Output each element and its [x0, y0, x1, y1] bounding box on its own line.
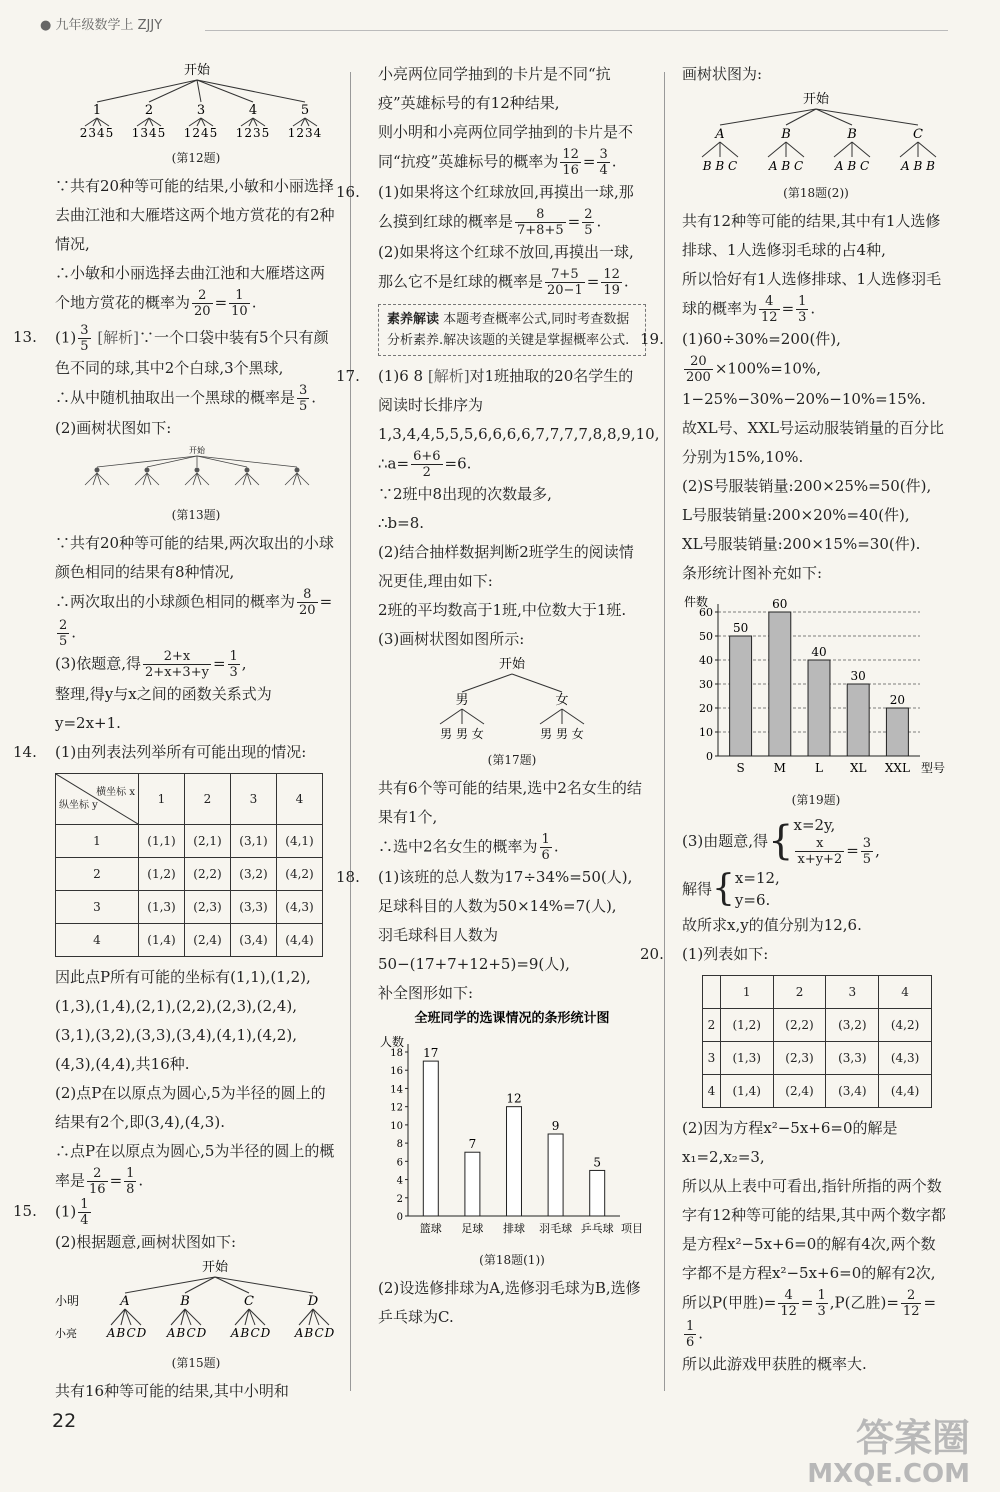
- svg-text:女: 女: [555, 693, 569, 708]
- data-label: 40: [811, 645, 827, 659]
- answer-text: 故所求x,y的值分别为12,6.: [682, 916, 862, 934]
- header-rule: [205, 30, 948, 31]
- coordinate-table: [55, 773, 323, 957]
- tree-node: 4: [248, 103, 258, 118]
- svg-text:B: B: [847, 127, 857, 142]
- tree-node: 1: [92, 103, 102, 118]
- data-label: 9: [551, 1119, 560, 1133]
- svg-text:开始: 开始: [802, 92, 830, 107]
- question-17: 17. (1)6 8 [解析]对1班抽取的20名学生的阅读时长排序为1,3,4,4,5,5,5,6,6,6,6,7,7,7,7,8,8,9,10,: [378, 362, 646, 449]
- column-1: [13, 60, 337, 1406]
- y-tick-label: 10: [699, 726, 713, 739]
- answer-text: 小亮两位同学抽到的卡片是不同“抗疫”英雄标号的有12种结果,: [378, 65, 611, 112]
- answer-text: 共有16种等可能的结果,其中小明和: [55, 1382, 289, 1400]
- svg-text:A B C: A B C: [834, 159, 870, 173]
- x-tick-label: 篮球: [419, 1222, 442, 1235]
- question-19: 19. (1)60÷30%=200(件),: [682, 325, 950, 354]
- svg-text:B: B: [180, 1294, 190, 1309]
- answer-text: 共有6个等可能的结果,选中2名女生的结果有1个,: [378, 779, 642, 826]
- running-header: [40, 14, 162, 33]
- bar: [507, 1107, 522, 1216]
- answer-text: (2)根据题意,画树状图如下:: [55, 1233, 237, 1251]
- question-13: 13. (1) $\frac{3}{5}$ [解析]∵一个口袋中装有5个只有颜色不同的球,其中2个白球,3个黑球,: [13, 323, 329, 377]
- answer-text: 条形统计图补充如下:: [682, 564, 823, 582]
- y-tick-label: 16: [390, 1066, 403, 1078]
- x-tick-label: 乒乓球: [580, 1222, 614, 1235]
- y-tick-label: 10: [390, 1120, 403, 1132]
- y-axis-label: 件数: [684, 595, 709, 609]
- answer-text: 故XL号、XXL号运动服装销量的百分比分别为15%,10%.: [682, 419, 944, 466]
- answer-text: 所以P(甲胜)= $\frac{4}{12}$ = $\frac{1}{3}$ ,P(乙胜)= $\frac{2}{12}$ = $\frac{1}{6}$ .: [682, 1288, 937, 1350]
- tree-diagram-12: [55, 60, 337, 138]
- svg-text:男: 男: [455, 693, 469, 708]
- table-row: 2 (1,2) (2,2) (3,2) (4,2): [703, 1009, 932, 1042]
- question-number: 19.: [640, 330, 664, 348]
- x-axis-label: 项目: [621, 1222, 643, 1235]
- equation-solution: 解得 { x=12, y=6.: [682, 868, 780, 909]
- tree-node: 3: [196, 103, 206, 118]
- tree-leaves: 1245: [183, 126, 219, 138]
- tree-diagram-18: [682, 89, 950, 173]
- answer-text: 足球科目的人数为50×14%=7(人),: [378, 897, 617, 915]
- figure-caption: (第18题(2)): [783, 186, 849, 200]
- x-tick-label: S: [736, 761, 745, 775]
- svg-text:A B C: A B C: [768, 159, 804, 173]
- question-15: 15. (1) $\frac{1}{4}$: [13, 1197, 89, 1228]
- svg-text:ABCD: ABCD: [166, 1326, 208, 1340]
- header-title: 九年级数学上 ZJJY: [55, 18, 163, 33]
- note-title: 素养解读: [387, 312, 440, 327]
- answer-text: $\frac{20}{200}$ ×100%=10%,: [686, 354, 821, 385]
- question-20: 20. (1)列表如下:: [682, 940, 950, 969]
- data-label: 50: [732, 621, 749, 635]
- question-number: 17.: [336, 367, 360, 385]
- tree-leaves: 1235: [235, 126, 271, 138]
- tree-diagram-13: [55, 443, 337, 495]
- column-divider: [350, 72, 351, 1391]
- answer-text: ∵共有20种等可能的结果,小敏和小丽选择去曲江池和大雁塔这两个地方赏花的有2种情况,: [55, 177, 335, 253]
- y-tick-label: 12: [390, 1102, 403, 1114]
- bar: [847, 684, 869, 756]
- answer-text: 所以恰好有1人选修排球、1人选修羽毛球的概率为 $\frac{4}{12}$ = $\frac{1}{3}$ .: [682, 270, 942, 325]
- question-number: 16.: [336, 183, 360, 201]
- table-header: 4: [277, 774, 323, 825]
- y-tick-label: 40: [699, 654, 713, 667]
- bar: [423, 1061, 438, 1216]
- table-row: 1 (1,1) (2,1) (3,1) (4,1): [56, 825, 323, 858]
- question-number: 13.: [13, 328, 37, 346]
- answer-text: 补全图形如下:: [378, 984, 474, 1002]
- data-label: 17: [423, 1046, 439, 1061]
- y-tick-label: 30: [699, 678, 713, 691]
- answer-text: (3)依题意,得 $\frac{2+x}{2+x+3+y}$ = $\frac{1}{3}$ ,: [55, 649, 247, 680]
- tree-root: 开始: [183, 63, 211, 78]
- figure-caption: (第12题): [171, 151, 221, 165]
- y-tick-label: 8: [396, 1139, 403, 1151]
- svg-text:小亮: 小亮: [55, 1327, 77, 1340]
- column-divider: [664, 72, 665, 1391]
- answer-text: ∵共有20种等可能的结果,两次取出的小球颜色相同的结果有8种情况,: [55, 534, 334, 581]
- svg-text:C: C: [244, 1294, 254, 1309]
- svg-text:B B C: B B C: [702, 159, 738, 173]
- answer-text: ∴选中2名女生的概率为 $\frac{1}{6}$ .: [378, 832, 559, 863]
- bar: [886, 708, 908, 756]
- answer-text: (2)点P在以原点为圆心,5为半径的圆上的结果有2个,即(3,4),(4,3).: [55, 1084, 326, 1131]
- svg-text:开始: 开始: [498, 657, 526, 672]
- question-number: 18.: [336, 868, 360, 886]
- x-tick-label: M: [773, 761, 786, 775]
- y-tick-label: 50: [699, 630, 713, 643]
- header-bullet: ●: [40, 18, 56, 33]
- bar-chart-clothing-sales: [682, 588, 950, 780]
- svg-text:B: B: [781, 127, 791, 142]
- x-tick-label: 足球: [461, 1222, 484, 1235]
- svg-text:开始: 开始: [189, 446, 205, 455]
- figure-caption: (第13题): [171, 508, 221, 522]
- svg-text:男 男 女: 男 男 女: [540, 727, 584, 740]
- question-number: 14.: [13, 743, 37, 761]
- data-label: 30: [850, 669, 866, 683]
- data-label: 7: [468, 1137, 477, 1152]
- y-tick-label: 0: [706, 750, 713, 763]
- table-row: 2 (1,2) (2,2) (3,2) (4,2): [56, 858, 323, 891]
- table-header: 2: [185, 774, 231, 825]
- answer-text: ∵2班中8出现的次数最多,: [378, 485, 552, 503]
- answer-text: (2)画树状图如下:: [55, 419, 172, 437]
- answer-text: (2)如果将这个红球不放回,再摸出一球,那么它不是红球的概率是 $\frac{7+5}{20-1}$ = $\frac{12}{19}$ .: [378, 243, 634, 298]
- data-label: 60: [772, 597, 788, 611]
- question-number: 20.: [640, 945, 664, 963]
- tree-diagram-17: [378, 654, 646, 740]
- bar: [808, 660, 830, 756]
- y-tick-label: 2: [396, 1193, 403, 1205]
- answer-text: (3)画树状图如图所示:: [378, 630, 525, 648]
- watermark-logo: 答案圈 MXQE.COM: [807, 1416, 970, 1489]
- data-label: 12: [506, 1091, 522, 1106]
- figure-caption: (第15题): [171, 1356, 221, 1370]
- literacy-note: [378, 304, 646, 356]
- svg-text:小明: 小明: [55, 1294, 80, 1308]
- data-label: 5: [593, 1155, 602, 1170]
- question-18: 18. (1)该班的总人数为17÷34%=50(人),: [378, 863, 646, 892]
- number-pair-table: [702, 975, 932, 1108]
- tree-leaves: 1345: [131, 126, 167, 138]
- x-tick-label: XL: [849, 761, 867, 775]
- svg-text:ABCD: ABCD: [294, 1326, 336, 1340]
- y-tick-label: 0: [396, 1212, 403, 1223]
- column-3: [640, 60, 950, 1379]
- answer-text: 则小明和小亮两位同学抽到的卡片是不同“抗疫”英雄标号的概率为 $\frac{12}{16}$ = $\frac{3}{4}$ .: [378, 123, 634, 178]
- svg-text:ABCD: ABCD: [230, 1326, 272, 1340]
- answer-text: 画树状图为:: [682, 65, 763, 83]
- svg-text:D: D: [307, 1294, 319, 1309]
- table-row: 3 (1,3) (2,3) (3,3) (4,3): [703, 1042, 932, 1075]
- svg-text:男 男 女: 男 男 女: [440, 727, 484, 740]
- bar: [548, 1134, 563, 1216]
- chart-title: 全班同学的选课情况的条形统计图: [414, 1011, 610, 1026]
- answer-text: 羽毛球科目人数为50−(17+7+12+5)=9(人),: [378, 926, 570, 973]
- answer-text: 整理,得y与x之间的函数关系式为y=2x+1.: [55, 685, 272, 732]
- table-corner: 横坐标 x 纵坐标 y: [56, 774, 139, 825]
- svg-text:A: A: [715, 127, 725, 142]
- figure-caption: (第18题(1)): [479, 1253, 545, 1267]
- x-tick-label: XXL: [884, 761, 910, 775]
- y-axis-label: 人数: [380, 1035, 405, 1049]
- y-tick-label: 20: [699, 702, 713, 715]
- svg-text:A: A: [120, 1294, 130, 1309]
- table-header: 1: [139, 774, 185, 825]
- tree-diagram-15: [55, 1257, 337, 1343]
- answer-text: (2)S号服装销量:200×25%=50(件),: [682, 477, 932, 495]
- note-text: 本题考查概率公式,同时考查数据分析素养.解决该题的关键是掌握概率公式.: [387, 312, 630, 348]
- figure-caption: (第19题): [791, 793, 841, 807]
- page-number: 22: [52, 1410, 77, 1432]
- y-tick-label: 14: [390, 1084, 403, 1096]
- tree-node: 2: [144, 103, 154, 118]
- answer-text: ∴小敏和小丽选择去曲江池和大雁塔这两个地方赏花的概率为 $\frac{2}{20}$ = $\frac{1}{10}$ .: [55, 264, 326, 319]
- table-row: 4 (1,4) (2,4) (3,4) (4,4): [56, 924, 323, 957]
- tree-leaves: 2345: [79, 126, 115, 138]
- question-number: 15.: [13, 1202, 37, 1220]
- tree-leaves: 1234: [287, 126, 323, 138]
- answer-text: (2)结合抽样数据判断2班学生的阅读情况更佳,理由如下:: [378, 543, 634, 590]
- bar: [730, 636, 752, 756]
- svg-text:ABCD: ABCD: [106, 1326, 148, 1340]
- answer-text: ∴a= $\frac{6+6}{2}$ =6.: [378, 449, 472, 480]
- figure-caption: (第17题): [487, 753, 537, 767]
- answer-text: 2班的平均数高于1班,中位数大于1班.: [378, 601, 627, 619]
- table-row: 3 (1,3) (2,3) (3,3) (4,3): [56, 891, 323, 924]
- y-tick-label: 60: [699, 606, 713, 619]
- x-tick-label: 排球: [503, 1222, 525, 1235]
- equation-system: (3)由题意,得 { x=2y, $\frac{x}{x+y+2}$ = $\frac{3}{5}$ ,: [682, 816, 880, 867]
- tree-node: 5: [300, 103, 310, 118]
- answer-text: XL号服装销量:200×15%=30(件).: [682, 535, 921, 553]
- data-label: 20: [889, 693, 906, 707]
- table-header: 3: [231, 774, 277, 825]
- answer-text: 所以此游戏甲获胜的概率大.: [682, 1355, 867, 1373]
- answer-text: L号服装销量:200×20%=40(件),: [682, 506, 910, 524]
- x-tick-label: 羽毛球: [539, 1222, 573, 1235]
- answer-text: 共有12种等可能的结果,其中有1人选修排球、1人选修羽毛球的占4种,: [682, 212, 941, 259]
- svg-text:开始: 开始: [201, 1260, 229, 1275]
- y-tick-label: 18: [390, 1048, 403, 1059]
- answer-text: 因此点P所有可能的坐标有(1,1),(1,2),(1,3),(1,4),(2,1),(2,2),(2,3),(2,4),(3,1),(3,2),(3,3),(3,4),(4,1),(4,2),(4,3),(4,4),共16种.: [55, 968, 311, 1073]
- answer-text: ∴从中随机抽取出一个黑球的概率是 $\frac{3}{5}$ .: [55, 383, 317, 414]
- question-16: 16. (1)如果将这个红球放回,再摸出一球,那么摸到红球的概率是 $\frac{8}{7+8+5}$ = $\frac{2}{5}$ .: [378, 178, 646, 238]
- x-tick-label: L: [815, 761, 823, 775]
- answer-text: (2)设选修排球为A,选修羽毛球为B,选修乒乓球为C.: [378, 1279, 641, 1326]
- column-2: [336, 60, 660, 1332]
- answer-text: ∴两次取出的小球颜色相同的概率为 $\frac{8}{20}$ = $\frac{2}{5}$ .: [55, 587, 333, 649]
- answer-text: ∴点P在以原点为圆心,5为半径的圆上的概率是 $\frac{2}{16}$ = $\frac{1}{8}$ .: [55, 1142, 335, 1197]
- y-tick-label: 6: [396, 1157, 403, 1169]
- answer-text: 1−25%−30%−20%−10%=15%.: [682, 390, 926, 408]
- bar: [590, 1170, 605, 1216]
- svg-text:A B B: A B B: [901, 159, 935, 173]
- answer-text: (2)因为方程x²−5x+6=0的解是x₁=2,x₂=3,: [682, 1119, 898, 1166]
- bar-chart-course-selection: [378, 1008, 646, 1240]
- y-tick-label: 4: [396, 1175, 403, 1187]
- answer-text: ∴b=8.: [378, 514, 425, 532]
- question-14: 14. (1)由列表法列举所有可能出现的情况:: [55, 738, 337, 767]
- table-row: 1 2 3 4: [703, 976, 932, 1009]
- answer-text: 所以从上表中可看出,指针所指的两个数字有12种等可能的结果,其中两个数字都是方程x²−5x+6=0的解有4次,两个数字都不是方程x²−5x+6=0的解有2次,: [682, 1177, 946, 1282]
- table-row: 4 (1,4) (2,4) (3,4) (4,4): [703, 1075, 932, 1108]
- bar: [769, 612, 791, 756]
- svg-text:C: C: [913, 127, 923, 142]
- bar: [465, 1152, 480, 1216]
- x-axis-label: 型号: [921, 761, 946, 775]
